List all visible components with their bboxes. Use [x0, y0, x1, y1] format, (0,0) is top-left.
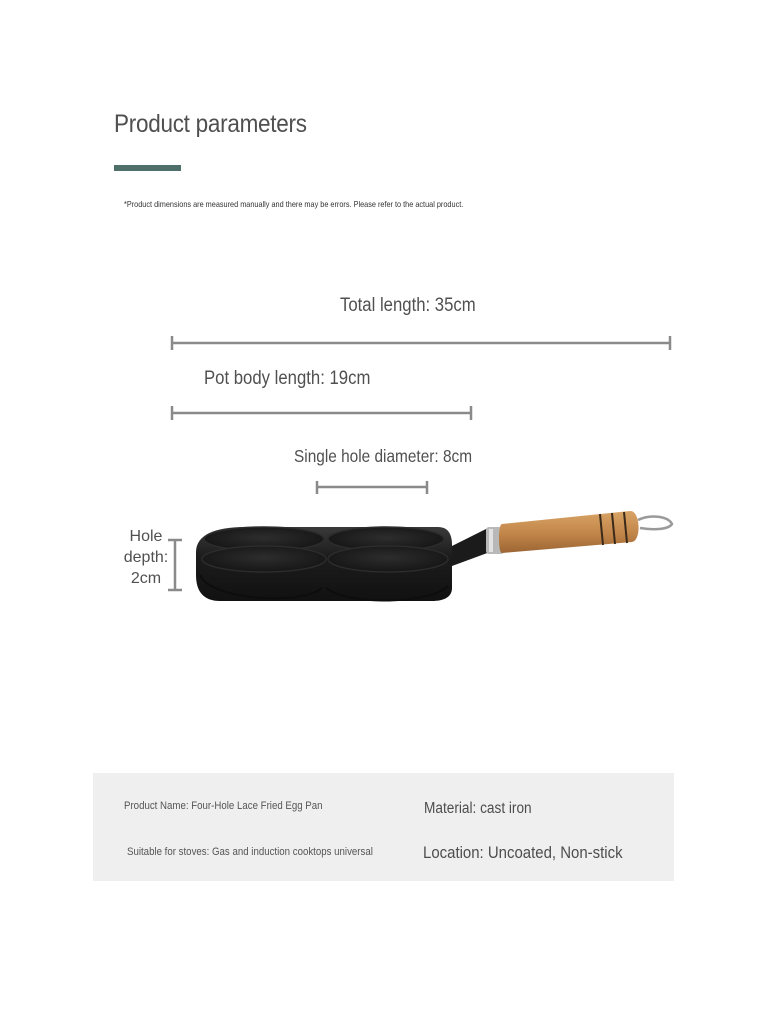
- location-text: Location: Uncoated, Non-stick: [423, 843, 623, 862]
- product-name-text: Product Name: Four-Hole Lace Fried Egg Pan: [124, 800, 323, 812]
- hole-diameter-line: [317, 481, 427, 494]
- total-length-label: Total length: 35cm: [340, 295, 476, 316]
- stoves-text: Suitable for stoves: Gas and induction cooktops universal: [127, 846, 373, 858]
- page-title: Product parameters: [114, 110, 307, 138]
- measurement-disclaimer: *Product dimensions are measured manually and there may be errors. Please refer to the actual product.: [124, 199, 464, 209]
- product-info-panel: [93, 773, 674, 881]
- hole-depth-line: [168, 540, 182, 590]
- hole-depth-line-3: 2cm: [130, 570, 162, 587]
- single-hole-diameter-label: Single hole diameter: 8cm: [294, 446, 473, 466]
- hole-depth-line-2: depth:: [123, 549, 169, 566]
- egg-pan-image: [196, 511, 672, 601]
- pot-body-length-label: Pot body length: 19cm: [204, 368, 371, 389]
- total-length-line: [172, 336, 670, 350]
- pot-body-length-line: [172, 406, 471, 420]
- material-text: Material: cast iron: [424, 800, 532, 817]
- hole-depth-line-1: Hole: [129, 528, 163, 545]
